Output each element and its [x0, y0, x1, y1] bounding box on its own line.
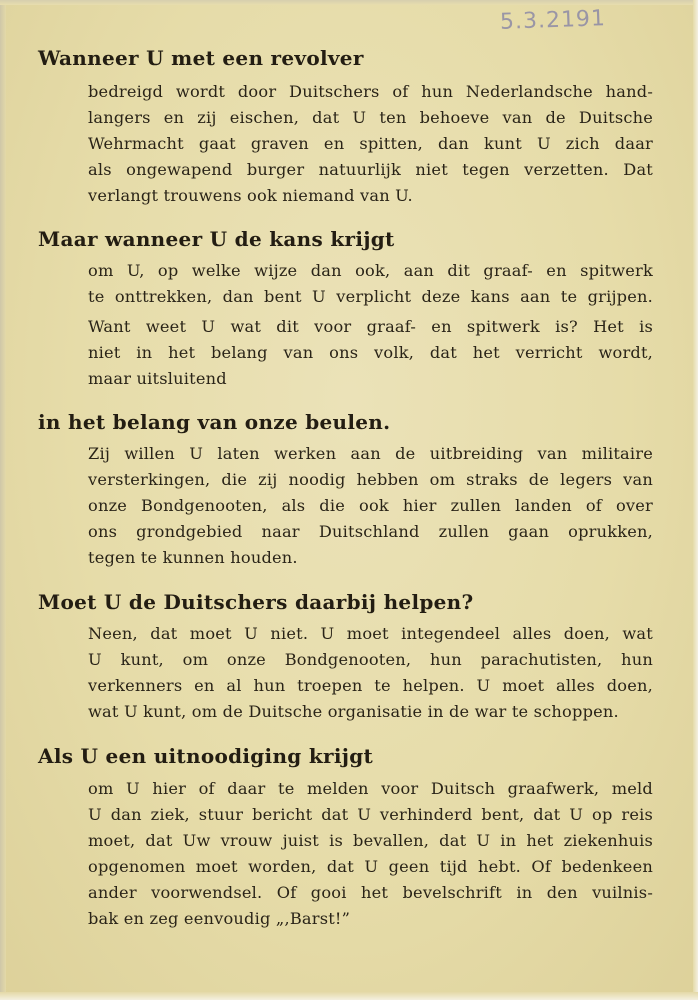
text-line: versterkingen, die zij noodig hebben om straks de legers van [88, 470, 653, 489]
section-heading: Wanneer U met een revolver [38, 46, 364, 70]
text-line: ander voorwendsel. Of gooi het bevelschrift in den vuilnis- [88, 883, 653, 902]
text-line: wat U kunt, om de Duitsche organisatie in de war te schoppen. [88, 702, 619, 721]
text-line: als ongewapend burger natuurlijk niet tegen verzetten. Dat [88, 160, 653, 179]
text-line: onze Bondgenooten, als die ook hier zullen landen of over [88, 496, 653, 515]
text-line: Zij willen U laten werken aan de uitbreiding van militaire [88, 444, 653, 463]
section-paragraph [88, 776, 653, 932]
section-heading: Maar wanneer U de kans krijgt [38, 227, 395, 251]
text-line: te onttrekken, dan bent U verplicht deze kans aan te grijpen. [88, 287, 653, 306]
text-line: moet, dat Uw vrouw juist is bevallen, dat U in het ziekenhuis [88, 831, 653, 850]
text-line: verkenners en al hun troepen te helpen. U moet alles doen, [88, 676, 653, 695]
text-line: tegen te kunnen houden. [88, 548, 298, 567]
text-line: verlangt trouwens ook niemand van U. [88, 186, 413, 205]
text-line: om U, op welke wijze dan ook, aan dit graaf- en spitwerk [88, 261, 653, 280]
text-line: om U hier of daar te melden voor Duitsch graafwerk, meld [88, 779, 653, 798]
section-paragraph [88, 79, 653, 209]
section-paragraph [88, 314, 653, 392]
section-paragraph [88, 441, 653, 571]
text-line: langers en zij eischen, dat U ten behoeve van de Duitsche [88, 108, 653, 127]
paper-edge-right [693, 0, 698, 1000]
section-paragraph [88, 258, 653, 310]
text-line: ons grondgebied naar Duitschland zullen gaan oprukken, [88, 522, 653, 541]
text-line: opgenomen moet worden, dat U geen tijd hebt. Of bedenkeen [88, 857, 653, 876]
text-line: U kunt, om onze Bondgenooten, hun parachutisten, hun [88, 650, 653, 669]
section-paragraph [88, 621, 653, 725]
section-heading: in het belang van onze beulen. [38, 410, 391, 434]
archive-reference-note: 5.3.2191 [499, 6, 607, 35]
section-heading: Moet U de Duitschers daarbij helpen? [38, 590, 474, 614]
paper-edge-bottom [0, 992, 698, 1000]
text-line: U dan ziek, stuur bericht dat U verhinderd bent, dat U op reis [88, 805, 653, 824]
text-line: niet in het belang van ons volk, dat het verricht wordt, [88, 343, 653, 362]
text-line: Neen, dat moet U niet. U moet integendeel alles doen, wat [88, 624, 653, 643]
text-line: bak en zeg eenvoudig „,Barst!” [88, 909, 351, 928]
paper-edge-top [0, 0, 698, 5]
text-line: bedreigd wordt door Duitschers of hun Nederlandsche hand- [88, 82, 653, 101]
paper-edge-left [0, 0, 6, 1000]
text-line: Wehrmacht gaat graven en spitten, dan kunt U zich daar [88, 134, 653, 153]
section-heading: Als U een uitnoodiging krijgt [38, 744, 374, 768]
text-line: Want weet U wat dit voor graaf- en spitwerk is? Het is [88, 317, 653, 336]
text-line: maar uitsluitend [88, 369, 227, 388]
